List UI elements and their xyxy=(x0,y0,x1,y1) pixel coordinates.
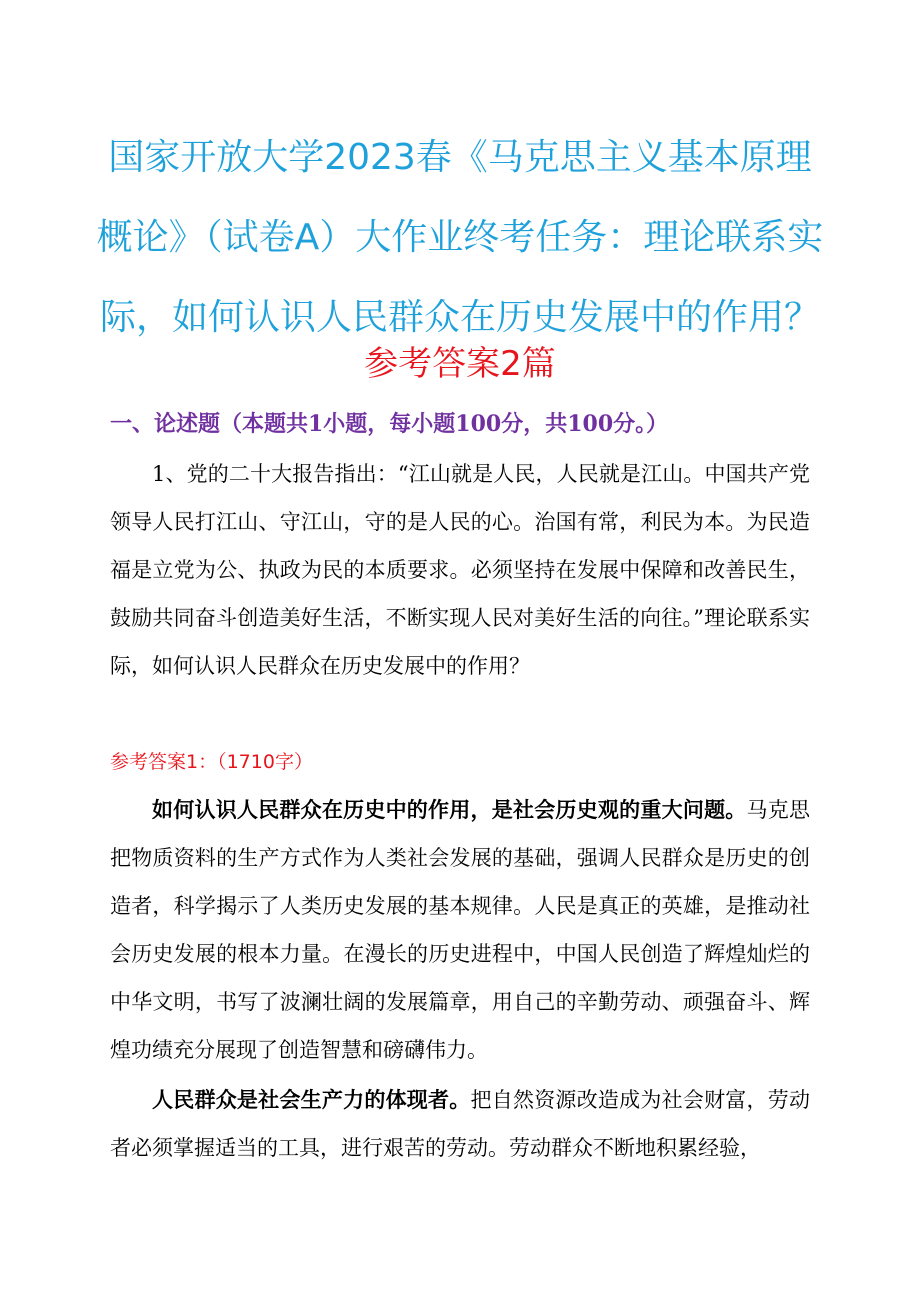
paragraph-body: 马克思把物质资料的生产方式作为人类社会发展的基础，强调人民群众是历史的创造者，科学揭示了人类历史发展的基本规律。人民是真正的英雄，是推动社会历史发展的根本力量。在漫长的历史进程中，中国人民创造了辉煌灿烂的中华文明，书写了波澜壮阔的发展篇章，用自己的辛勤劳动、顽强奋斗、辉煌功绩充分展现了创造智慧和磅礴伟力。 xyxy=(110,798,810,1062)
question-text: 1、党的二十大报告指出：“江山就是人民，人民就是江山。中国共产党领导人民打江山、守江山，守的是人民的心。治国有常，利民为本。为民造福是立党为公、执政为民的本质要求。必须坚持在发展中保障和改善民生，鼓励共同奋斗创造美好生活，不断实现人民对美好生活的向往。”理论联系实际，如何认识人民群众在历史发展中的作用？ xyxy=(110,462,810,678)
document-title: 国家开放大学2023春《马克思主义基本原理概论》（试卷A）大作业终考任务：理论联系实际，如何认识人民群众在历史发展中的作用？ xyxy=(96,137,824,338)
paragraph-lead: 人民群众是社会生产力的体现者。 xyxy=(152,1087,471,1112)
answer-label: 参考答案1：（1710字） xyxy=(110,751,313,773)
answer-paragraph xyxy=(110,1076,810,1172)
paragraph-body: 把自然资源改造成为社会财富，劳动者必须掌握适当的工具，进行艰苦的劳动。劳动群众不断地积累经验， xyxy=(110,1088,810,1160)
section-heading: 一、论述题（本题共1小题，每小题100分，共100分。） xyxy=(110,411,669,437)
paragraph-lead: 如何认识人民群众在历史中的作用，是社会历史观的重大问题。 xyxy=(152,797,747,822)
answer-paragraph xyxy=(110,786,810,1074)
document-subtitle: 参考答案2篇 xyxy=(364,344,556,384)
